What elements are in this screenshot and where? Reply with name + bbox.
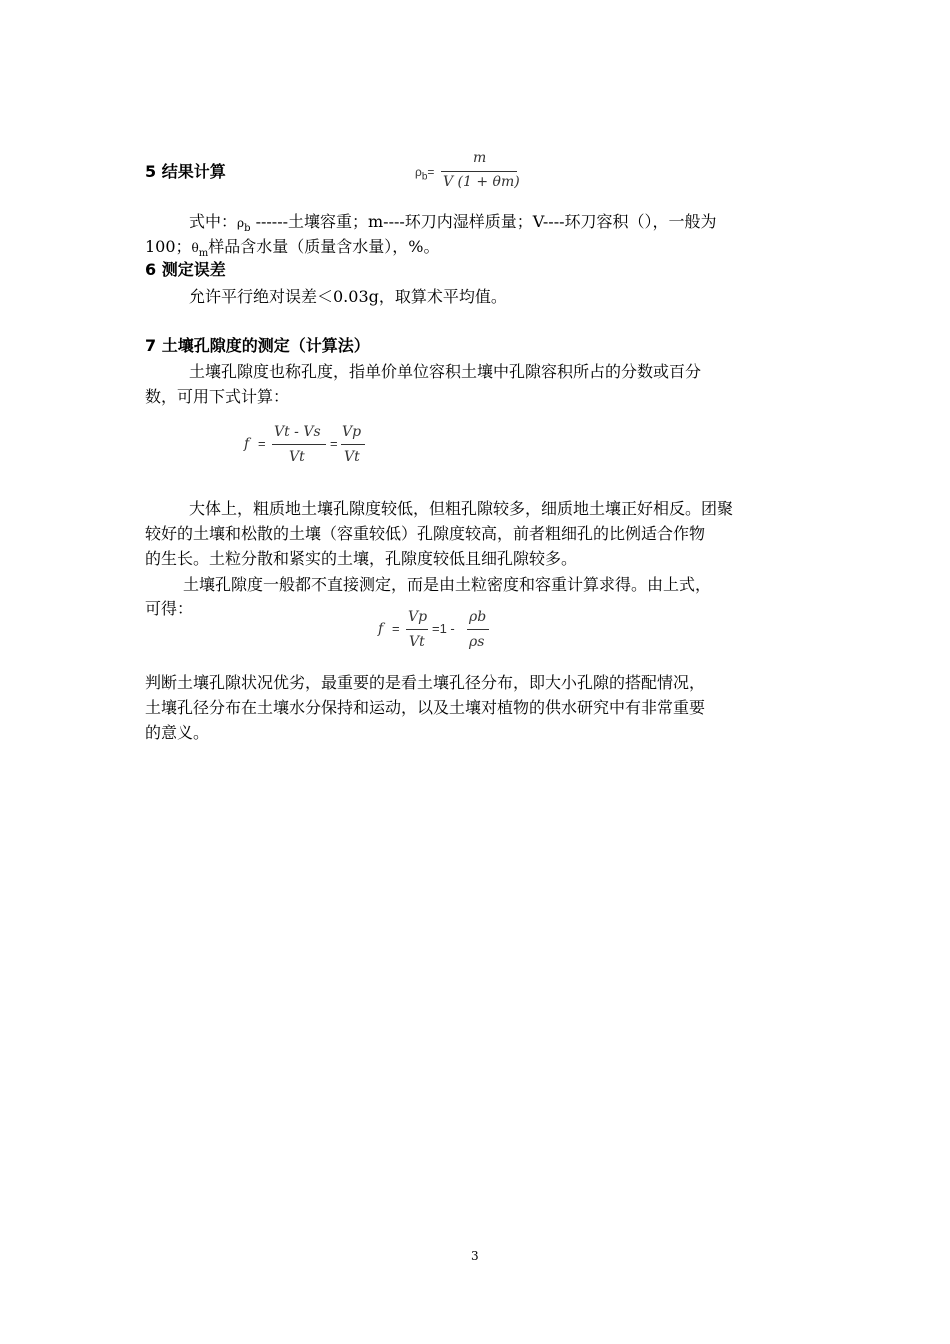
density-formula	[415, 150, 525, 194]
section6-heading: 6 测定误差	[145, 260, 226, 279]
formula2-eq2: =1 -	[432, 621, 455, 636]
formula-denominator: V (1 + θm)	[443, 174, 520, 190]
section7-para4-line3: 的意义。	[145, 723, 210, 742]
section7-para3-line1: 土壤孔隙度一般都不直接测定，而是由土粒密度和容重计算求得。由上式，	[183, 575, 712, 594]
formula1-eq1: =	[258, 436, 266, 451]
formula2-eq1: =	[392, 621, 400, 636]
section7-para4-line2: 土壤孔径分布在土壤水分保持和运动，以及土壤对植物的供水研究中有非常重要	[145, 698, 706, 717]
formula-numerator: m	[473, 150, 487, 166]
section5-heading: 5 结果计算	[145, 162, 226, 181]
formula2-num2: ρb	[469, 609, 487, 625]
formula2-num1: Vp	[408, 609, 428, 625]
formula2-bar1	[406, 629, 428, 630]
formula1-num1: Vt - Vs	[274, 424, 321, 440]
formula1-num2: Vp	[342, 424, 362, 440]
formula1-den1: Vt	[289, 449, 305, 465]
section7-para3-line2: 可得：	[145, 599, 194, 618]
formula1-den2: Vt	[344, 449, 360, 465]
section5-para-line2: 100；$\theta_m$样品含水量（质量含水量），%。	[145, 237, 440, 260]
section5-para-line1: 式中：$\rho_b$ ------土壤容重；m----环刀内湿样质量；V----环刀容积（），一般为	[189, 212, 717, 235]
formula2-bar2	[467, 629, 489, 630]
section6-para: 允许平行绝对误差＜0.03g，取算术平均值。	[189, 287, 507, 306]
section7-para1-line2: 数，可用下式计算：	[145, 387, 290, 406]
fraction-bar	[441, 171, 517, 172]
page-number: 3	[471, 1249, 479, 1263]
section7-para4-line1: 判断土壤孔隙状况优劣，最重要的是看土壤孔径分布，即大小孔隙的搭配情况，	[145, 673, 706, 692]
section7-para2-line1: 大体上，粗质地土壤孔隙度较低，但粗孔隙较多，细质地土壤正好相反。团聚	[189, 499, 734, 518]
formula1-f: f	[244, 436, 250, 452]
formula2-f: f	[378, 621, 384, 637]
section7-para2-line2: 较好的土壤和松散的土壤（容重较低）孔隙度较高，前者粗细孔的比例适合作物	[145, 524, 706, 543]
section7-para1-line1: 土壤孔隙度也称孔度，指单价单位容积土壤中孔隙容积所占的分数或百分	[189, 362, 702, 381]
formula-rho: $\rho_b=$	[415, 165, 435, 183]
section7-heading: 7 土壤孔隙度的测定（计算法）	[145, 336, 370, 355]
formula1-bar2	[341, 444, 365, 445]
formula1-bar1	[272, 444, 326, 445]
section7-para2-line3: 的生长。土粒分散和紧实的土壤，孔隙度较低且细孔隙较多。	[145, 549, 578, 568]
porosity-formula-1	[244, 423, 374, 469]
formula2-den2: ρs	[469, 634, 485, 650]
formula1-eq2: =	[330, 436, 338, 451]
porosity-formula-2	[378, 608, 498, 654]
formula2-den1: Vt	[409, 634, 425, 650]
